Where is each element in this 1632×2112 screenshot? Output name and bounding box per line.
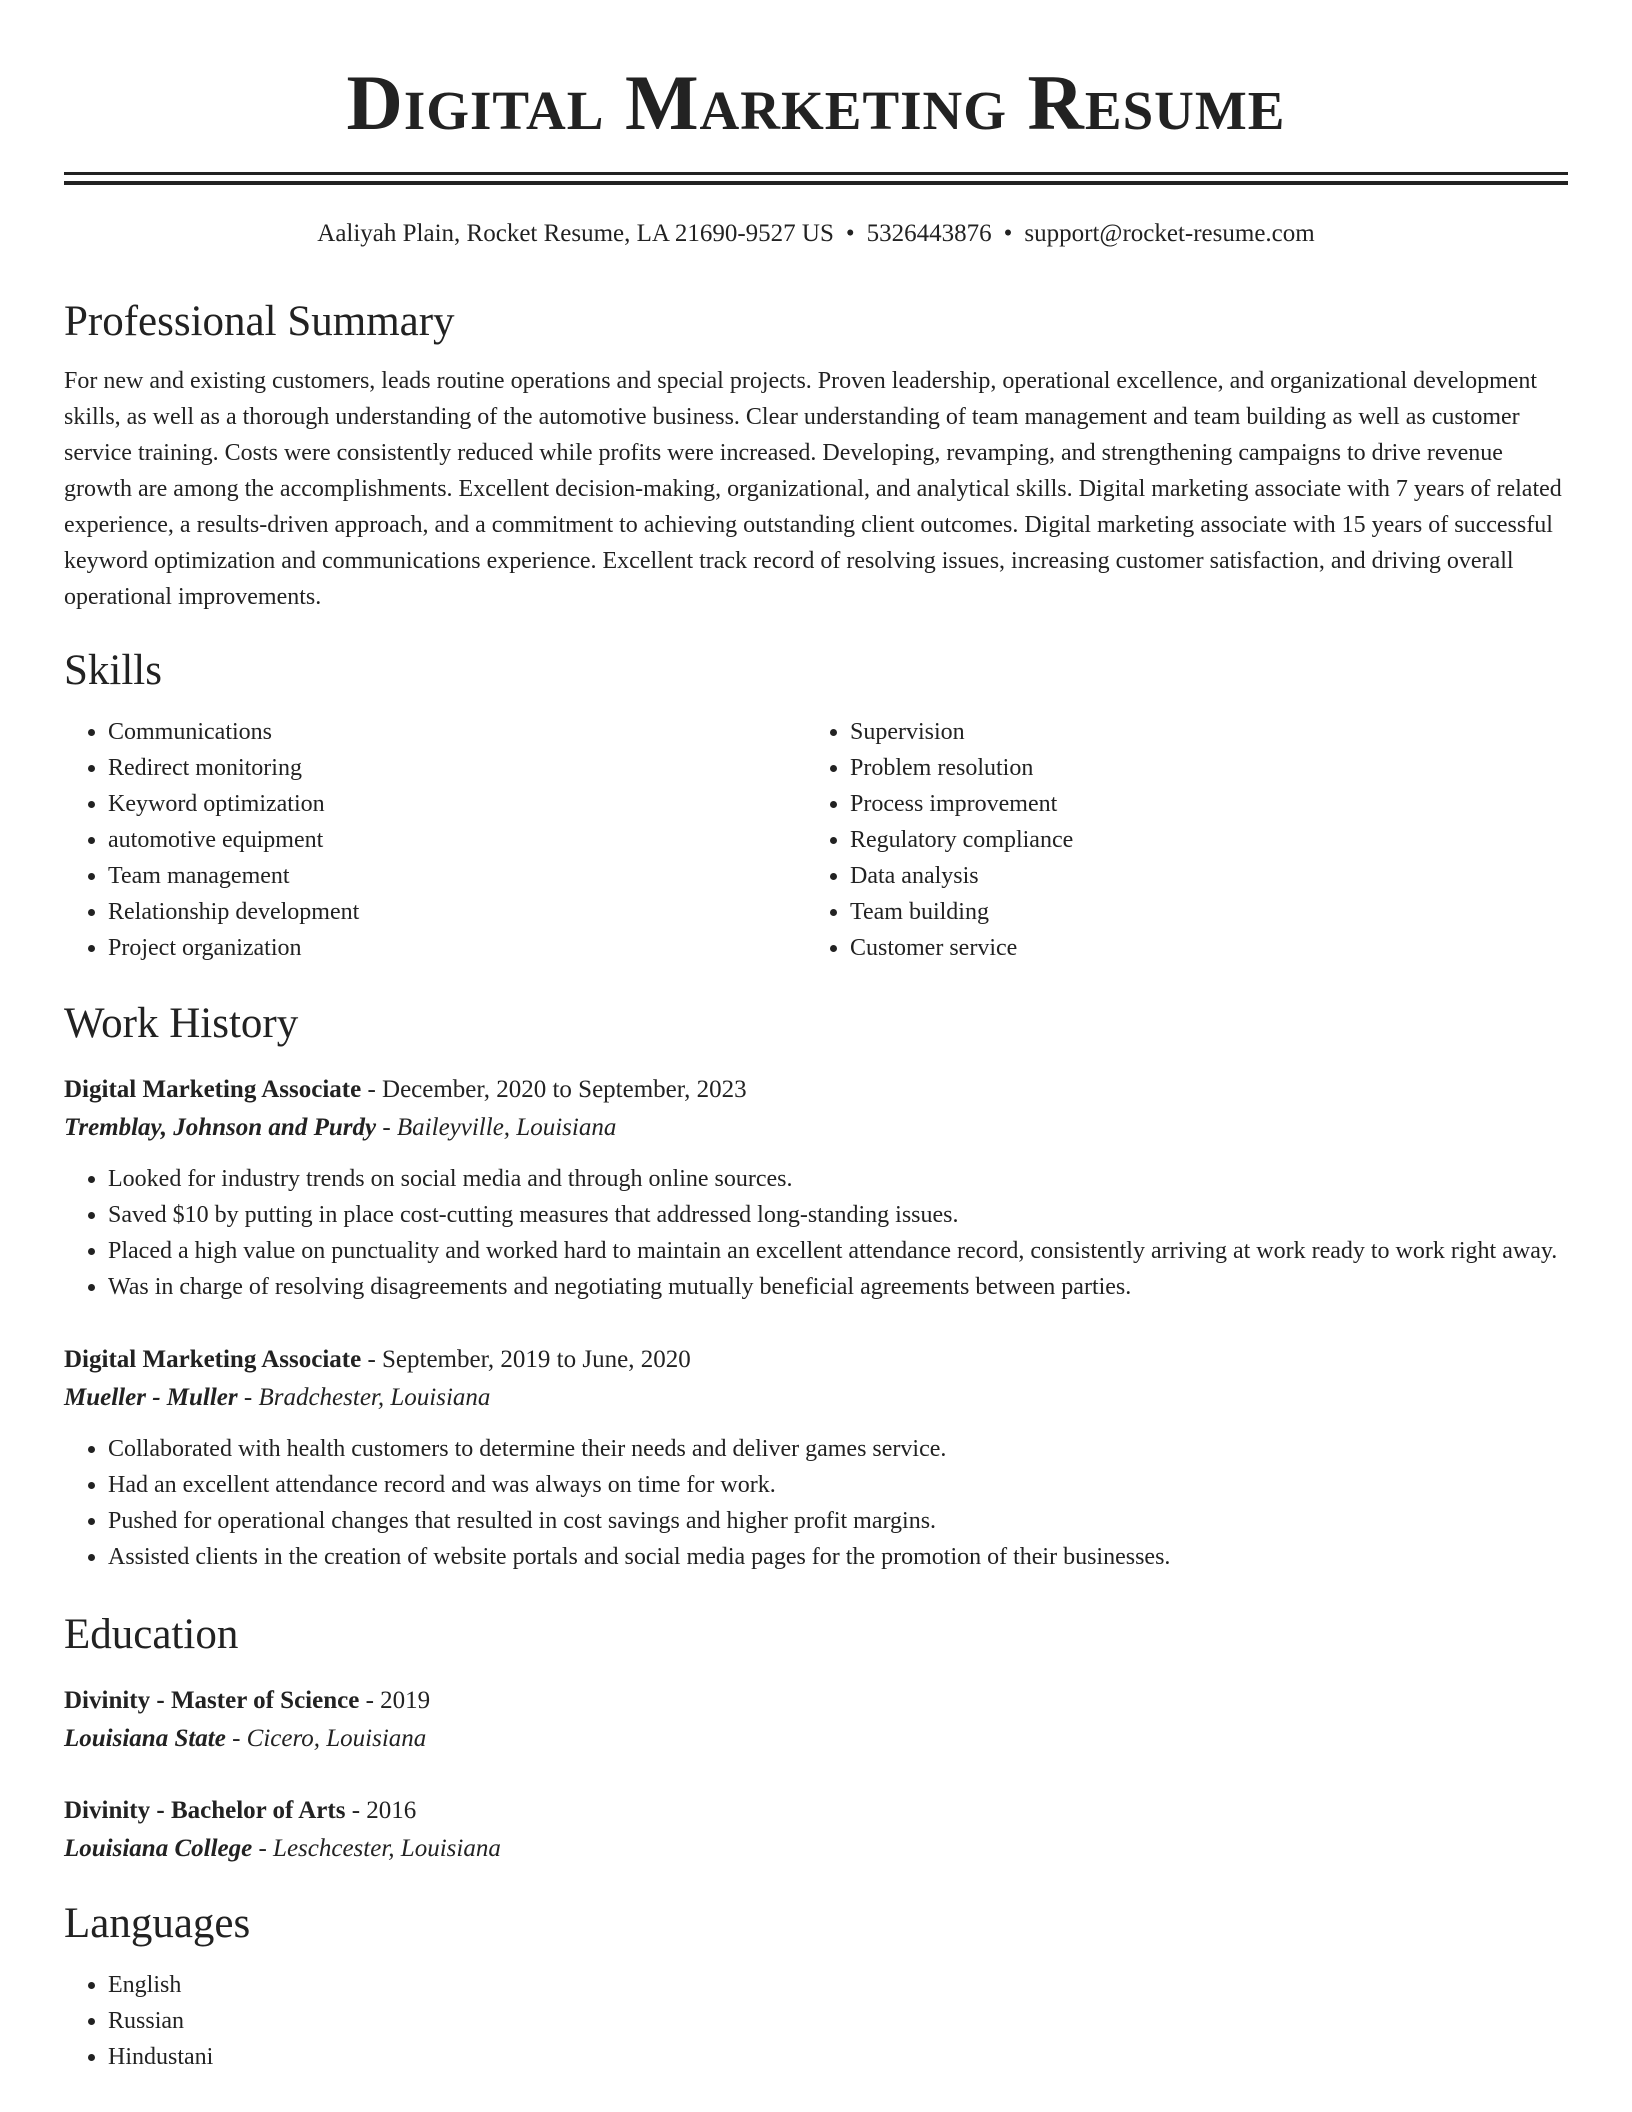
- education-heading: Education: [64, 1611, 239, 1658]
- skill-item: • Supervision: [850, 714, 1548, 750]
- degree-year: - 2016: [345, 1797, 417, 1824]
- contact-separator: •: [1003, 220, 1013, 247]
- language-item: • English: [108, 1967, 1568, 2003]
- job-company: Mueller - Muller: [64, 1384, 238, 1411]
- degree: Divinity - Master of Science: [64, 1687, 360, 1714]
- job-bullet: • Had an excellent attendance record and was always on time for work.: [108, 1467, 1568, 1503]
- skill-item: • Data analysis: [850, 858, 1548, 894]
- job-bullet: • Looked for industry trends on social media and through online sources.: [108, 1161, 1568, 1197]
- degree-line: [64, 1682, 1568, 1720]
- job-bullet: • Pushed for operational changes that resulted in cost savings and higher profit margins.: [108, 1503, 1568, 1539]
- skill-item: • Team management: [108, 858, 806, 894]
- degree-year: - 2019: [359, 1687, 431, 1714]
- contact-phone: 5326443876: [866, 220, 992, 247]
- job-bullet: • Was in charge of resolving disagreements and negotiating mutually beneficial agreements between parties.: [108, 1269, 1568, 1305]
- job-title-line: [64, 1071, 1568, 1109]
- skills-heading: Skills: [64, 647, 162, 694]
- contact-separator: •: [845, 220, 855, 247]
- skills-column-left: [64, 714, 806, 966]
- job-title: Digital Marketing Associate: [64, 1346, 362, 1373]
- job-bullet: • Saved $10 by putting in place cost-cutting measures that addressed long-standing issues.: [108, 1197, 1568, 1233]
- job-location: - Bradchester, Louisiana: [237, 1384, 491, 1411]
- job-dates: - September, 2019 to June, 2020: [361, 1346, 691, 1373]
- skill-item: • Problem resolution: [850, 750, 1548, 786]
- job-entry: [64, 1341, 1568, 1575]
- page-title: Digital Marketing Resume: [346, 59, 1286, 146]
- work-history-heading: Work History: [64, 1000, 299, 1047]
- skills-list: [64, 714, 1568, 966]
- job-company-line: [64, 1109, 1568, 1147]
- school: Louisiana College: [64, 1835, 253, 1862]
- skill-item: • Regulatory compliance: [850, 822, 1548, 858]
- summary-heading: Professional Summary: [64, 298, 455, 345]
- job-entry: [64, 1071, 1568, 1305]
- skill-item: • Relationship development: [108, 894, 806, 930]
- education-entry: [64, 1792, 1568, 1868]
- language-item: • Russian: [108, 2003, 1568, 2039]
- degree-line: [64, 1792, 1568, 1830]
- school-location: - Cicero, Louisiana: [225, 1725, 427, 1752]
- skill-item: • Redirect monitoring: [108, 750, 806, 786]
- job-bullet: • Placed a high value on punctuality and worked hard to maintain an excellent attendance record, consistently arriving at work ready to work right away.: [108, 1233, 1568, 1269]
- job-bullet: • Collaborated with health customers to determine their needs and deliver games service.: [108, 1431, 1568, 1467]
- contact-address: Aaliyah Plain, Rocket Resume, LA 21690-9527 US: [317, 220, 834, 247]
- skill-item: • Project organization: [108, 930, 806, 966]
- school-line: [64, 1720, 1568, 1758]
- job-title-line: [64, 1341, 1568, 1379]
- job-company: Tremblay, Johnson and Purdy: [64, 1114, 377, 1141]
- school-line: [64, 1830, 1568, 1868]
- job-company-line: [64, 1379, 1568, 1417]
- languages-heading: Languages: [64, 1900, 251, 1947]
- skill-item: • Process improvement: [850, 786, 1548, 822]
- job-title: Digital Marketing Associate: [64, 1076, 362, 1103]
- skill-item: • Customer service: [850, 930, 1548, 966]
- skills-column-right: [806, 714, 1548, 966]
- title-rule-top: [64, 172, 1568, 175]
- job-location: - Baileyville, Louisiana: [376, 1114, 617, 1141]
- languages-list: [64, 1967, 1568, 2075]
- job-bullet: • Assisted clients in the creation of website portals and social media pages for the promotion of their businesses.: [108, 1539, 1568, 1575]
- skill-item: • Communications: [108, 714, 806, 750]
- contact-line: [64, 221, 1568, 246]
- degree: Divinity - Bachelor of Arts: [64, 1797, 346, 1824]
- school-location: - Leschcester, Louisiana: [252, 1835, 501, 1862]
- skill-item: • Team building: [850, 894, 1548, 930]
- skill-item: • Keyword optimization: [108, 786, 806, 822]
- language-item: • Hindustani: [108, 2039, 1568, 2075]
- job-bullets: [64, 1161, 1568, 1305]
- title-rule-bottom: [64, 181, 1568, 185]
- school: Louisiana State: [64, 1725, 226, 1752]
- education-entry: [64, 1682, 1568, 1758]
- job-dates: - December, 2020 to September, 2023: [361, 1076, 747, 1103]
- contact-email: support@rocket-resume.com: [1024, 220, 1315, 247]
- skill-item: • automotive equipment: [108, 822, 806, 858]
- summary-text: For new and existing customers, leads routine operations and special projects. Proven leadership, operational excellence, and organizational development skills, as well as a thorough understanding of the automotive business. Clear understanding of team management and team building as well as customer service training. Costs were consistently reduced while profits were increased. Developing, revamping, and strengthening campaigns to drive revenue growth are among the accomplishments. Excellent decision-making, organizational, and analytical skills. Digital marketing associate with 7 years of related experience, a results-driven approach, and a commitment to achieving outstanding client outcomes. Digital marketing associate with 15 years of successful keyword optimization and communications experience. Excellent track record of resolving issues, increasing customer satisfaction, and driving overall operational improvements.: [64, 368, 1562, 610]
- job-bullets: [64, 1431, 1568, 1575]
